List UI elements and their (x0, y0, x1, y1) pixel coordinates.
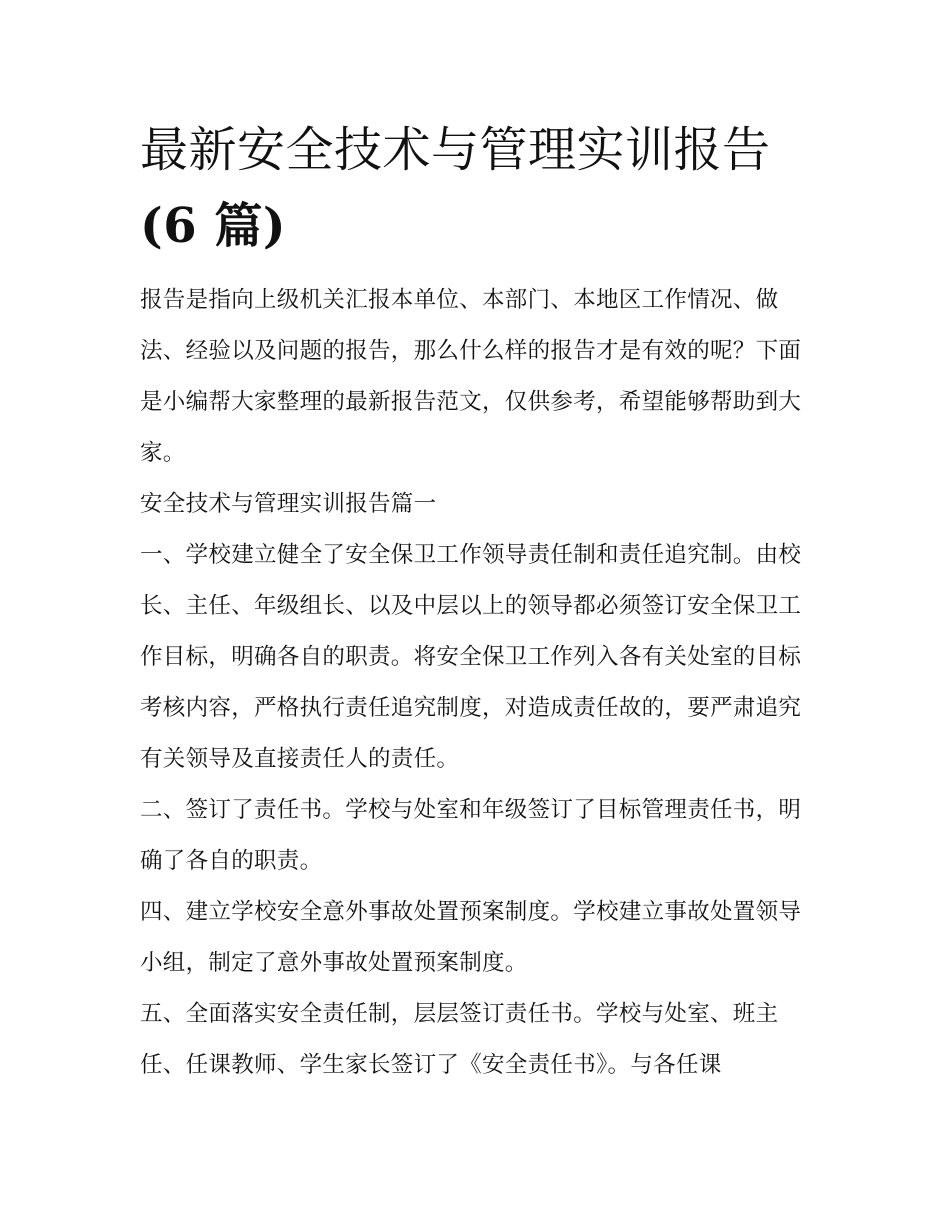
body-paragraph-4: 四、建立学校安全意外事故处置预案制度。学校建立事故处置领导小组，制定了意外事故处置预案制度。 (140, 899, 802, 976)
title-count: 6 (163, 198, 198, 254)
document-body (140, 275, 816, 1091)
body-paragraph-5: 五、全面落实安全责任制，层层签订责任书。学校与处室、班主任、任课教师、学生家长签订了《安全责任书》。与各任课 (140, 1001, 779, 1078)
title-paren-open: ( (140, 198, 164, 254)
title-line-1: 最新安全技术与管理实训报告 (140, 122, 771, 178)
body-paragraph-2: 二、签订了责任书。学校与处室和年级签订了目标管理责任书，明确了各自的职责。 (140, 797, 802, 874)
body-paragraph-1: 一、学校建立健全了安全保卫工作领导责任制和责任追究制。由校长、主任、年级组长、以及中层以上的领导都必须签订安全保卫工作目标，明确各自的职责。将安全保卫工作列入各有关处室的目标考核内容，严格执行责任追究制度，对造成责任故的，要严肃追究有关领导及直接责任人的责任。 (140, 542, 802, 772)
document-title (140, 112, 820, 264)
section-heading: 安全技术与管理实训报告篇一 (140, 491, 437, 517)
intro-paragraph: 报告是指向上级机关汇报本单位、本部门、本地区工作情况、做法、经验以及问题的报告，那么什么样的报告才是有效的呢？下面是小编帮大家整理的最新报告范文，仅供参考，希望能够帮助到大家。 (140, 287, 802, 466)
title-count-suffix: 篇) (197, 198, 287, 254)
